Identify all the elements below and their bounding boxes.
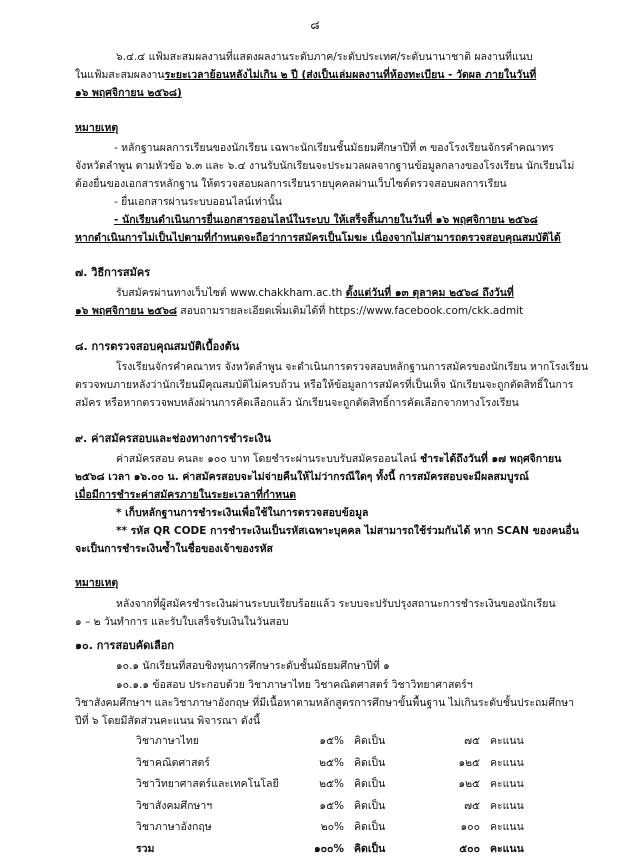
percent-cell: ๑๕% — [288, 795, 344, 817]
score-proportion-table — [136, 730, 524, 859]
note-2-line-2: ๑ – ๒ วันทำการ และรับใบเสร็จรับเงินในวันสอบ — [75, 615, 289, 630]
points-cell: ๗๕ — [416, 730, 480, 752]
apply-end-date: ๑๖ พฤศจิกายน ๒๕๖๘ — [75, 305, 177, 317]
section-9-line-5: ** รหัส QR CODE การชำระเงินเป็นรหัสเฉพาะบุคคล ไม่สามารถใช้ร่วมกันได้ หาก SCAN ของคนอื่น — [116, 524, 579, 539]
equiv-label: คิดเป็น — [344, 730, 416, 752]
section-10-line-1: ๑๐.๑ นักเรียนที่สอบชิงทุนการศึกษาระดับชั้นมัธยมศึกษาปีที่ ๑ — [116, 659, 390, 674]
table-row — [136, 795, 524, 817]
percent-cell: ๒๕% — [288, 752, 344, 774]
total-points-cell: ๕๐๐ — [416, 838, 480, 859]
section-9-line-3: เมื่อมีการชำระค่าสมัครภายในระยะเวลาที่กำหนด — [75, 488, 296, 503]
table-row — [136, 816, 524, 838]
note-1-title: หมายเหตุ — [75, 121, 118, 136]
note-2-title: หมายเหตุ — [75, 576, 118, 591]
note-1-line-6: หากดำเนินการไม่เป็นไปตามที่กำหนดจะถือว่าการสมัครเป็นโมฆะ เนื่องจากไม่สามารถตรวจสอบคุณสมบัติได้ — [75, 231, 561, 246]
total-row — [136, 838, 524, 859]
unit-label: คะแนน — [480, 752, 524, 774]
points-cell: ๗๕ — [416, 795, 480, 817]
percent-cell: ๒๕% — [288, 773, 344, 795]
equiv-label: คิดเป็น — [344, 752, 416, 774]
points-cell: ๑๐๐ — [416, 816, 480, 838]
unit-label: คะแนน — [480, 773, 524, 795]
table-row — [136, 752, 524, 774]
portfolio-line-2-prefix: ในแฟ้มสะสมผลงาน — [75, 69, 165, 81]
section-8-title: ๘. การตรวจสอบคุณสมบัติเบื้องต้น — [75, 339, 239, 354]
note-1-line-5: - นักเรียนดำเนินการยื่นเอกสารออนไลน์ในระบบ ให้เสร็จสิ้นภายในวันที่ ๑๖ พฤศจิกายน ๒๕๖๘ — [114, 213, 538, 228]
section-7-line-2 — [75, 304, 523, 319]
section-9-title: ๙. ค่าสมัครสอบและช่องทางการชำระเงิน — [75, 431, 271, 446]
note-1-line-4: - ยื่นเอกสารผ่านระบบออนไลน์เท่านั้น — [114, 195, 282, 210]
subject-cell: วิชาภาษาอังกฤษ — [136, 816, 288, 838]
section-10-line-4: ปีที่ ๖ โดยมีสัดส่วนคะแนน พิจารณา ดังนี้ — [75, 714, 260, 729]
subject-cell: วิชาสังคมศึกษาฯ — [136, 795, 288, 817]
apply-start-date: ตั้งแต่วันที่ ๑๓ ตุลาคม ๒๕๖๘ ถึงวันที่ — [346, 287, 514, 299]
section-7-line-1 — [116, 286, 514, 301]
section-10-line-3: วิชาสังคมศึกษาฯ และวิชาภาษาอังกฤษ ที่มีเนื้อหาตามหลักสูตรการศึกษาขั้นพื้นฐาน ไม่เกินระดับชั้นประถมศึกษา — [75, 696, 574, 711]
unit-label: คะแนน — [480, 730, 524, 752]
note-1-line-3: ต้องยื่นของเอกสารหลักฐาน ให้ตรวจสอบผลการเรียนรายบุคคลผ่านเว็บไซต์ตรวจสอบผลการเรียน — [75, 177, 507, 192]
note-1-line-1: - หลักฐานผลการเรียนของนักเรียน เฉพาะนักเรียนชั้นมัธยมศึกษาปีที่ ๓ ของโรงเรียนจักรคำคณาทร — [114, 141, 554, 156]
payment-deadline-text: ชำระได้ถึงวันที่ ๑๗ พฤศจิกายน — [420, 453, 561, 465]
section-10-title: ๑๐. การสอบคัดเลือก — [75, 638, 174, 653]
equiv-label: คิดเป็น — [344, 816, 416, 838]
equiv-label: คิดเป็น — [344, 773, 416, 795]
equiv-label: คิดเป็น — [344, 795, 416, 817]
note-2-line-1: หลังจากที่ผู้สมัครชำระเงินผ่านระบบเรียบร้อยแล้ว ระบบจะปรับปรุงสถานะการชำระเงินของนักเรียน — [116, 597, 556, 612]
note-1-line-2: จังหวัดลำพูน ตามหัวข้อ ๖.๓ และ ๖.๔ งานรับนักเรียนจะประมวลผลจากฐานข้อมูลกลางของโรงเรียน นักเรียนไม่ — [75, 159, 574, 174]
portfolio-line-1: ๖.๔.๔ แฟ้มสะสมผลงานที่แสดงผลงานระดับภาค/ระดับประเทศ/ระดับนานาชาติ ผลงานที่แนบ — [116, 50, 533, 65]
section-8-line-3: สมัคร หรือหากตรวจพบหลังผ่านการคัดเลือกแล้ว นักเรียนจะถูกตัดสิทธิ์การคัดเลือกจากทางโรงเรียน — [75, 396, 519, 411]
section-9-line-1 — [116, 452, 561, 467]
apply-website-text: รับสมัครผ่านทางเว็บไซต์ www.chakkham.ac.th — [116, 287, 346, 299]
points-cell: ๑๒๕ — [416, 752, 480, 774]
total-label-cell: รวม — [136, 838, 288, 859]
section-8-line-2: ตรวจพบภายหลังว่านักเรียนมีคุณสมบัติไม่ครบถ้วน หรือให้ข้อมูลการสมัครที่เป็นเท็จ นักเรียนจะถูกตัดสิทธิ์ในการ — [75, 378, 573, 393]
unit-label: คะแนน — [480, 816, 524, 838]
section-9-line-4: * เก็บหลักฐานการชำระเงินเพื่อใช้ในการตรวจสอบข้อมูล — [116, 506, 368, 521]
subject-cell: วิชาคณิตศาสตร์ — [136, 752, 288, 774]
points-cell: ๑๒๕ — [416, 773, 480, 795]
unit-label: คะแนน — [480, 795, 524, 817]
section-8-line-1: โรงเรียนจักรคำคณาทร จังหวัดลำพูน จะดำเนินการตรวจสอบหลักฐานการสมัครของนักเรียน หากโรงเรียน — [116, 360, 588, 375]
portfolio-deadline-text: ระยะเวลาย้อนหลังไม่เกิน ๒ ปี (ส่งเป็นเล่มผลงานที่ห้องทะเบียน - วัดผล ภายในวันที่ — [165, 69, 537, 81]
total-percent-cell: ๑๐๐% — [288, 838, 344, 859]
section-9-line-2: ๒๕๖๘ เวลา ๑๖.๐๐ น. ค่าสมัครสอบจะไม่จ่ายคืนให้ไม่ว่ากรณีใดๆ ทั้งนี้ การสมัครสอบจะมีผลสมบูรณ์ — [75, 470, 529, 485]
unit-label: คะแนน — [480, 838, 524, 859]
subject-cell: วิชาภาษาไทย — [136, 730, 288, 752]
table-row — [136, 730, 524, 752]
section-9-line-6: จะเป็นการชำระเงินซ้ำในชื่อของเจ้าของรหัส — [75, 542, 273, 557]
portfolio-line-2 — [75, 68, 536, 83]
page-number: ๘ — [0, 16, 630, 35]
subject-cell: วิชาวิทยาศาสตร์และเทคโนโลยี — [136, 773, 288, 795]
table-row — [136, 773, 524, 795]
fee-text: ค่าสมัครสอบ คนละ ๑๐๐ บาท โดยชำระผ่านระบบรับสมัครออนไลน์ — [116, 453, 420, 465]
percent-cell: ๒๐% — [288, 816, 344, 838]
section-7-title: ๗. วิธีการสมัคร — [75, 265, 150, 280]
portfolio-deadline-date: ๑๖ พฤศจิกายน ๒๕๖๘) — [75, 86, 182, 101]
percent-cell: ๑๕% — [288, 730, 344, 752]
section-10-line-2: ๑๐.๑.๑ ข้อสอบ ประกอบด้วย วิชาภาษาไทย วิชาคณิตศาสตร์ วิชาวิทยาศาสตร์ฯ — [116, 678, 473, 693]
equiv-label: คิดเป็น — [344, 838, 416, 859]
facebook-contact-text: สอบถามรายละเอียดเพิ่มเติมได้ที่ https://www.facebook.com/ckk.admit — [177, 305, 523, 317]
